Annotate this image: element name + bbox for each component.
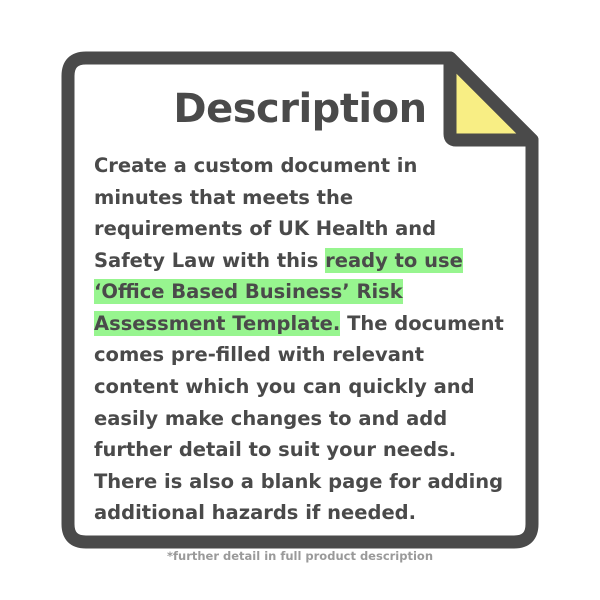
description-lead: Create a custom document in minutes that meets the requirements of UK Health and Safety Law with this (94, 154, 437, 272)
description-rest: The document comes pre-filled with relevant content which you can quickly and easily make changes to and add further detail to suit your needs. There is also a blank page for adding additional hazards if needed. (94, 311, 504, 525)
description-highlight: ready to use ‘Office Based Business’ Risk Assessment Template. (94, 248, 463, 335)
description-note-card (58, 48, 542, 563)
note-content (58, 48, 542, 563)
description-text (90, 150, 510, 529)
footnote: *further detail in full product description (166, 548, 434, 563)
page-title: Description (173, 86, 427, 132)
